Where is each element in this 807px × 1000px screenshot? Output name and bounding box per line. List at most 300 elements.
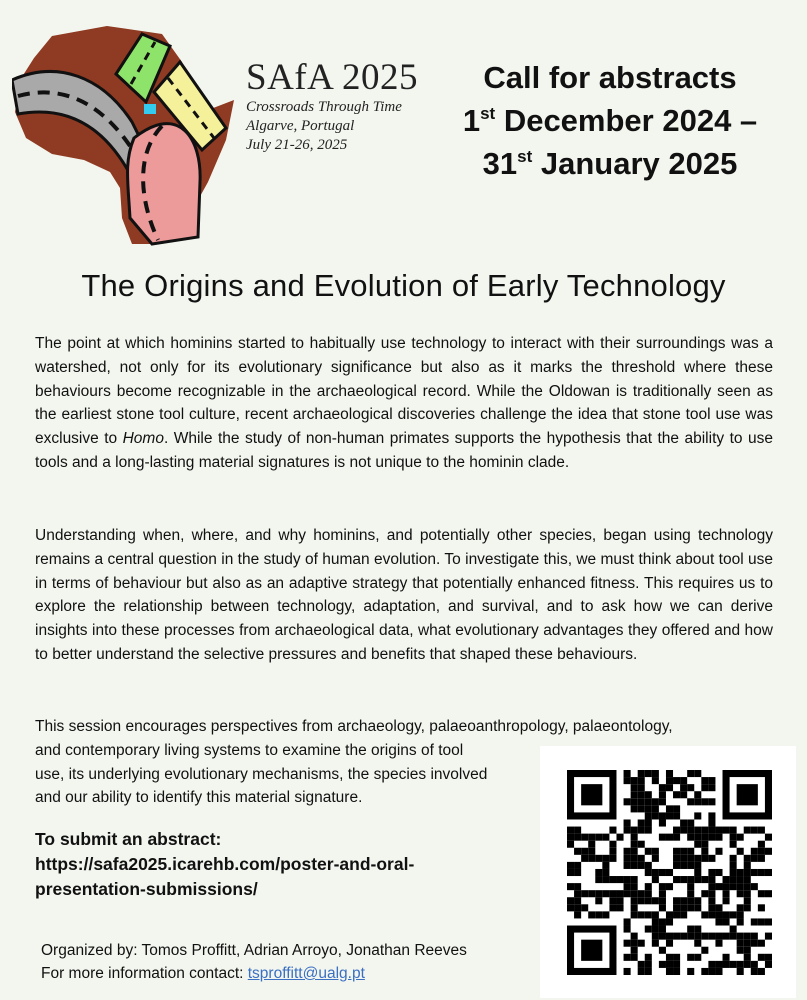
qr-module — [645, 869, 652, 876]
submit-heading: To submit an abstract: — [35, 829, 222, 849]
qr-module — [730, 862, 737, 869]
qr-module — [723, 911, 730, 918]
qr-module — [744, 897, 751, 904]
qr-module — [616, 904, 623, 911]
qr-module — [701, 841, 708, 848]
qr-module — [708, 911, 715, 918]
qr-module — [645, 911, 652, 918]
qr-module — [652, 933, 659, 940]
qr-module — [701, 855, 708, 862]
qr-module — [715, 968, 722, 975]
qr-module — [666, 933, 673, 940]
qr-module — [631, 947, 638, 954]
qr-module — [645, 798, 652, 805]
qr-code[interactable] — [567, 770, 772, 975]
qr-module — [673, 968, 680, 975]
qr-module — [616, 834, 623, 841]
qr-module — [744, 883, 751, 890]
qr-module — [680, 819, 687, 826]
paragraph-1-part-b: . While the study of non-human primates supports the hypothesis that the ability to use tools and a long-lasting material signatures is not unique to the hominin clade. — [35, 430, 773, 471]
logo-tagline: Crossroads Through Time — [246, 99, 402, 115]
qr-module — [673, 777, 680, 784]
qr-module — [602, 876, 609, 883]
qr-module — [659, 798, 666, 805]
qr-module — [595, 876, 602, 883]
qr-module — [631, 876, 638, 883]
qr-module — [744, 904, 751, 911]
qr-module — [715, 961, 722, 968]
logo-place: Algarve, Portugal — [246, 118, 355, 134]
contact-email-link[interactable]: tsproffitt@ualg.pt — [247, 965, 365, 982]
qr-module — [652, 926, 659, 933]
qr-module — [652, 918, 659, 925]
qr-module — [659, 869, 666, 876]
qr-module — [652, 848, 659, 855]
qr-module — [631, 954, 638, 961]
submit-url-line-1[interactable]: https://safa2025.icarehb.com/poster-and-oral- — [35, 854, 415, 874]
qr-module — [751, 918, 758, 925]
qr-module — [652, 940, 659, 947]
call-end-rest: January 2025 — [532, 146, 738, 181]
qr-module — [631, 848, 638, 855]
qr-module — [708, 798, 715, 805]
qr-module — [673, 954, 680, 961]
qr-module — [624, 883, 631, 890]
qr-module — [624, 918, 631, 925]
qr-module — [659, 904, 666, 911]
qr-module — [701, 947, 708, 954]
qr-module — [574, 827, 581, 834]
qr-module — [631, 911, 638, 918]
qr-module — [758, 890, 765, 897]
qr-module — [737, 918, 744, 925]
qr-module — [666, 812, 673, 819]
qr-module — [638, 890, 645, 897]
qr-module — [737, 883, 744, 890]
qr-module — [638, 940, 645, 947]
qr-module — [765, 834, 772, 841]
qr-module — [624, 848, 631, 855]
qr-module — [687, 855, 694, 862]
qr-module — [687, 784, 694, 791]
qr-module — [588, 834, 595, 841]
qr-module — [645, 968, 652, 975]
qr-module — [694, 869, 701, 876]
safa-africa-logo — [12, 22, 237, 247]
qr-module — [715, 848, 722, 855]
qr-module — [723, 890, 730, 897]
qr-module — [715, 834, 722, 841]
qr-module — [730, 926, 737, 933]
qr-module — [737, 890, 744, 897]
qr-module — [631, 834, 638, 841]
qr-module — [631, 855, 638, 862]
qr-module — [666, 834, 673, 841]
qr-module — [687, 770, 694, 777]
qr-module — [609, 848, 616, 855]
qr-module — [673, 834, 680, 841]
qr-module — [758, 855, 765, 862]
qr-module — [758, 918, 765, 925]
qr-module — [652, 855, 659, 862]
qr-module — [708, 876, 715, 883]
qr-module — [574, 890, 581, 897]
qr-module — [645, 791, 652, 798]
qr-module — [744, 827, 751, 834]
qr-module — [680, 827, 687, 834]
qr-module — [687, 926, 694, 933]
qr-module — [631, 862, 638, 869]
qr-module — [694, 876, 701, 883]
qr-module — [652, 911, 659, 918]
qr-module — [723, 897, 730, 904]
qr-module — [652, 869, 659, 876]
qr-module — [652, 876, 659, 883]
qr-module — [744, 933, 751, 940]
qr-module — [765, 869, 772, 876]
qr-module — [708, 968, 715, 975]
qr-module — [723, 933, 730, 940]
qr-module — [737, 848, 744, 855]
qr-module — [666, 777, 673, 784]
qr-module — [765, 918, 772, 925]
pink-road — [128, 124, 201, 244]
qr-module — [751, 869, 758, 876]
qr-module — [673, 812, 680, 819]
paragraph-3-line-3: use, its underlying evolutionary mechanisms, the species involved — [35, 765, 488, 783]
qr-module — [567, 827, 574, 834]
qr-module — [701, 827, 708, 834]
qr-module — [708, 869, 715, 876]
qr-module — [737, 947, 744, 954]
qr-module — [737, 961, 744, 968]
qr-module — [645, 848, 652, 855]
qr-module — [659, 791, 666, 798]
qr-module — [588, 848, 595, 855]
qr-module — [666, 883, 673, 890]
qr-module — [737, 940, 744, 947]
call-heading: Call for abstracts — [483, 60, 737, 95]
qr-module — [673, 805, 680, 812]
qr-module — [581, 855, 588, 862]
qr-module — [631, 897, 638, 904]
qr-module — [730, 827, 737, 834]
qr-module — [631, 904, 638, 911]
call-start-suffix: st — [480, 104, 496, 123]
qr-module — [694, 855, 701, 862]
qr-module — [638, 827, 645, 834]
qr-module — [652, 897, 659, 904]
qr-module — [694, 904, 701, 911]
qr-module — [687, 968, 694, 975]
qr-module — [645, 827, 652, 834]
qr-module — [673, 827, 680, 834]
qr-module — [638, 798, 645, 805]
qr-module — [694, 862, 701, 869]
qr-module — [638, 777, 645, 784]
qr-module — [765, 961, 772, 968]
qr-module — [652, 812, 659, 819]
qr-module — [701, 777, 708, 784]
paragraph-3-line-1: This session encourages perspectives from archaeology, palaeoanthropology, palaeontology, — [35, 718, 673, 735]
qr-module — [744, 862, 751, 869]
qr-module — [609, 904, 616, 911]
qr-module — [737, 904, 744, 911]
call-start-rest: December 2024 – — [495, 103, 758, 138]
qr-module — [567, 841, 574, 848]
qr-module — [645, 890, 652, 897]
qr-module — [723, 918, 730, 925]
qr-module — [673, 904, 680, 911]
paragraph-3-line-2: and contemporary living systems to examine the origins of tool — [35, 741, 464, 759]
qr-module — [723, 827, 730, 834]
qr-module — [581, 834, 588, 841]
contact-label: For more information contact: — [41, 965, 248, 982]
qr-module — [645, 954, 652, 961]
qr-module — [708, 784, 715, 791]
qr-module — [715, 933, 722, 940]
qr-module — [680, 933, 687, 940]
qr-module — [659, 933, 666, 940]
qr-module — [737, 968, 744, 975]
qr-module — [758, 841, 765, 848]
qr-module — [616, 876, 623, 883]
qr-module — [652, 798, 659, 805]
qr-module — [673, 791, 680, 798]
qr-module — [673, 855, 680, 862]
qr-module — [659, 812, 666, 819]
logo-dates: July 21-26, 2025 — [246, 137, 348, 153]
qr-module — [708, 819, 715, 826]
qr-module — [631, 827, 638, 834]
qr-module — [602, 855, 609, 862]
qr-module — [624, 926, 631, 933]
qr-module — [701, 848, 708, 855]
qr-module — [751, 883, 758, 890]
qr-module — [680, 855, 687, 862]
qr-module — [687, 897, 694, 904]
call-end-suffix: st — [517, 147, 533, 166]
qr-module — [638, 961, 645, 968]
qr-module — [581, 890, 588, 897]
qr-module — [645, 812, 652, 819]
qr-module — [715, 940, 722, 947]
qr-module — [659, 926, 666, 933]
qr-module — [687, 954, 694, 961]
qr-module — [730, 876, 737, 883]
qr-module — [730, 834, 737, 841]
qr-module — [765, 890, 772, 897]
qr-module — [687, 827, 694, 834]
qr-module — [638, 862, 645, 869]
qr-module — [680, 876, 687, 883]
qr-module — [666, 954, 673, 961]
qr-module — [751, 940, 758, 947]
paragraph-2: Understanding when, where, and why hominins, and potentially other species, began using technology remains a central question in the study of human evolution. To investigate this, we must think about tool use in terms of behaviour but also as an adaptive strategy that potentially enhanced fitness. This requires us to explore the relationship between technology, adaptation, and survival, and to ask how we can derive insights into these processes from archaeological data, what evolutionary advantages they offered and how to better understand the selective pressures and benefits that shaped these behaviours. — [35, 527, 773, 663]
session-title: The Origins and Evolution of Early Technology — [81, 268, 726, 303]
qr-module — [744, 947, 751, 954]
submit-url-line-2[interactable]: presentation-submissions/ — [35, 879, 258, 899]
qr-module — [631, 883, 638, 890]
qr-module — [694, 933, 701, 940]
qr-module — [673, 911, 680, 918]
logo-name: SAfA 2025 — [246, 57, 419, 98]
qr-module — [609, 841, 616, 848]
qr-module — [708, 855, 715, 862]
qr-module — [631, 841, 638, 848]
qr-module — [673, 933, 680, 940]
qr-module — [730, 933, 737, 940]
qr-module — [602, 869, 609, 876]
qr-module — [715, 869, 722, 876]
qr-module — [723, 876, 730, 883]
qr-module — [708, 777, 715, 784]
qr-module — [624, 855, 631, 862]
qr-module — [708, 883, 715, 890]
qr-module — [694, 940, 701, 947]
paragraph-1 — [35, 332, 773, 475]
qr-module — [631, 777, 638, 784]
qr-module — [673, 848, 680, 855]
paragraph-3-line-4: and our ability to identify this material signature. — [35, 789, 363, 807]
qr-module — [680, 777, 687, 784]
qr-module — [567, 862, 574, 869]
qr-module — [574, 904, 581, 911]
qr-module — [680, 897, 687, 904]
qr-module — [694, 897, 701, 904]
qr-module — [751, 827, 758, 834]
qr-module — [715, 904, 722, 911]
qr-module — [638, 805, 645, 812]
qr-module — [701, 784, 708, 791]
qr-module — [609, 897, 616, 904]
qr-module — [737, 834, 744, 841]
qr-module — [687, 862, 694, 869]
qr-module — [631, 798, 638, 805]
qr-module — [624, 954, 631, 961]
qr-module — [694, 812, 701, 819]
qr-module — [624, 862, 631, 869]
qr-module — [659, 784, 666, 791]
qr-module — [751, 961, 758, 968]
qr-module — [638, 791, 645, 798]
qr-module — [638, 897, 645, 904]
qr-module — [687, 883, 694, 890]
cyan-marker — [144, 104, 156, 114]
qr-module — [694, 791, 701, 798]
qr-module — [730, 869, 737, 876]
qr-module — [758, 940, 765, 947]
qr-module — [581, 848, 588, 855]
qr-module — [574, 897, 581, 904]
qr-module — [765, 954, 772, 961]
qr-module — [588, 855, 595, 862]
qr-module — [624, 940, 631, 947]
qr-module — [631, 805, 638, 812]
qr-module — [680, 848, 687, 855]
qr-module — [708, 890, 715, 897]
qr-module — [659, 819, 666, 826]
qr-module — [588, 890, 595, 897]
submit-block — [35, 827, 515, 902]
qr-module — [737, 933, 744, 940]
organizers: Organized by: Tomos Proffitt, Adrian Arroyo, Jonathan Reeves — [41, 942, 467, 959]
qr-module — [744, 940, 751, 947]
qr-module — [687, 876, 694, 883]
qr-module — [659, 947, 666, 954]
qr-module — [730, 911, 737, 918]
qr-module — [708, 897, 715, 904]
qr-module — [680, 904, 687, 911]
call-for-abstracts-block — [432, 56, 788, 185]
qr-module — [638, 784, 645, 791]
logo-text-block — [246, 58, 418, 155]
qr-module — [631, 933, 638, 940]
qr-module — [638, 968, 645, 975]
qr-module — [737, 876, 744, 883]
qr-module — [609, 876, 616, 883]
qr-module — [708, 904, 715, 911]
qr-module — [567, 883, 574, 890]
qr-module — [624, 819, 631, 826]
qr-module — [744, 961, 751, 968]
contact-line — [41, 962, 467, 985]
qr-module — [694, 827, 701, 834]
qr-module — [701, 933, 708, 940]
qr-module — [744, 890, 751, 897]
qr-module — [666, 961, 673, 968]
qr-module — [758, 968, 765, 975]
qr-module — [567, 897, 574, 904]
qr-module — [715, 827, 722, 834]
qr-module — [701, 968, 708, 975]
qr-module — [638, 819, 645, 826]
qr-module — [602, 834, 609, 841]
qr-module — [595, 911, 602, 918]
call-end-day: 31 — [482, 146, 518, 181]
qr-module — [708, 834, 715, 841]
qr-module — [631, 890, 638, 897]
qr-module — [730, 961, 737, 968]
qr-module — [694, 834, 701, 841]
qr-module — [673, 897, 680, 904]
qr-module — [666, 918, 673, 925]
qr-module — [715, 883, 722, 890]
qr-module — [638, 855, 645, 862]
qr-module — [758, 954, 765, 961]
qr-module — [666, 805, 673, 812]
qr-module — [744, 869, 751, 876]
qr-module — [744, 876, 751, 883]
qr-module — [744, 954, 751, 961]
qr-module — [680, 784, 687, 791]
qr-module — [694, 770, 701, 777]
qr-module — [701, 911, 708, 918]
qr-module — [567, 869, 574, 876]
qr-module — [659, 890, 666, 897]
qr-module — [624, 968, 631, 975]
qr-module — [567, 904, 574, 911]
qr-module — [595, 897, 602, 904]
qr-module — [666, 968, 673, 975]
qr-module — [723, 883, 730, 890]
qr-module — [758, 848, 765, 855]
qr-module — [687, 890, 694, 897]
qr-module — [595, 869, 602, 876]
qr-module — [645, 770, 652, 777]
qr-module — [659, 918, 666, 925]
qr-module — [765, 848, 772, 855]
